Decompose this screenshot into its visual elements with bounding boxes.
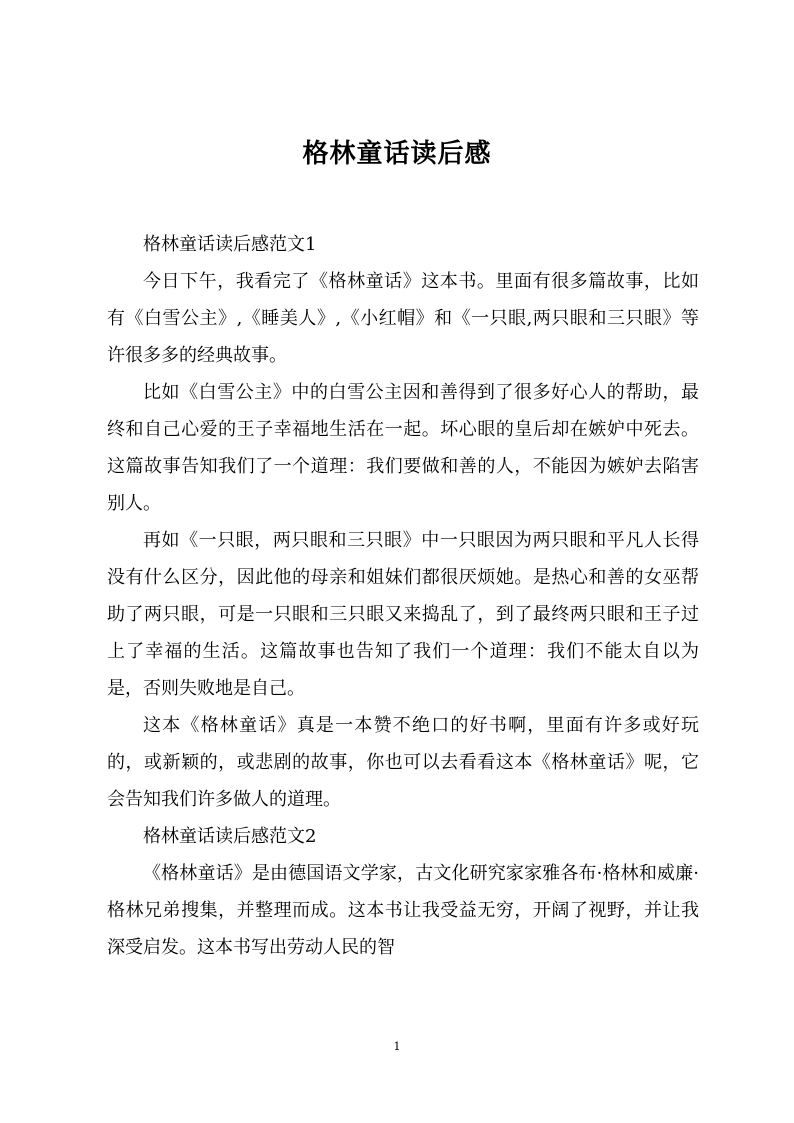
document-body — [107, 226, 699, 966]
paragraph: 比如《白雪公主》中的白雪公主因和善得到了很多好心人的帮助，最终和自己心爱的王子幸福地生活在一起。坏心眼的皇后却在嫉妒中死去。这篇故事告知我们了一个道理：我们要做和善的人，不能因为嫉妒去陷害别人。 — [107, 382, 699, 514]
document-title: 格林童话读后感 — [302, 139, 492, 169]
paragraph: 《格林童话》是由德国语文学家，古文化研究家家雅各布·格林和威廉·格林兄弟搜集，并整理而成。这本书让我受益无穷，开阔了视野，并让我深受启发。这本书写出劳动人民的智 — [107, 863, 699, 958]
page-number: 1 — [393, 1040, 401, 1053]
section-heading-2: 格林童话读后感范文2 — [143, 826, 317, 847]
section-heading-1: 格林童话读后感范文1 — [143, 234, 317, 255]
paragraph: 再如《一只眼，两只眼和三只眼》中一只眼因为两只眼和平凡人长得没有什么区分，因此他的母亲和姐妹们都很厌烦她。是热心和善的女巫帮助了两只眼，可是一只眼和三只眼又来捣乱了，到了最终两只眼和王子过上了幸福的生活。这篇故事也告知了我们一个道理：我们不能太自以为是，否则失败地是自己。 — [107, 530, 699, 699]
paragraph: 今日下午，我看完了《格林童话》这本书。里面有很多篇故事，比如有《白雪公主》,《睡美人》,《小红帽》和《一只眼,两只眼和三只眼》等许很多多的经典故事。 — [107, 271, 699, 366]
paragraph: 这本《格林童话》真是一本赞不绝口的好书啊，里面有许多或好玩的，或新颖的，或悲剧的故事，你也可以去看看这本《格林童话》呢，它会告知我们许多做人的道理。 — [107, 715, 699, 810]
